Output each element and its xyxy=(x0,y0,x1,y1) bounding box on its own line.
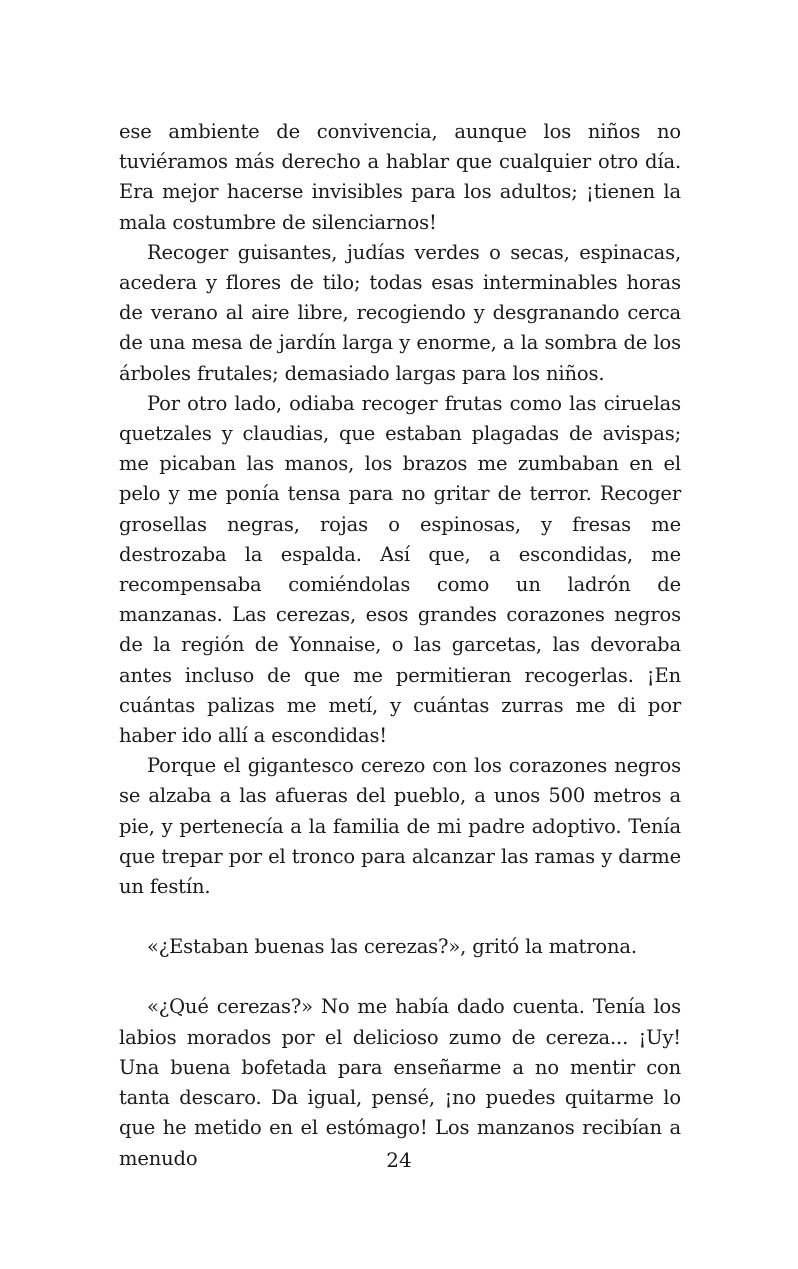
paragraph-6: «¿Qué cerezas?» No me había dado cuenta. Tenía los labios morados por el delicioso zumo de cereza... ¡Uy! Una buena bofetada para enseñarme a no mentir con tanta descaro. Da igual, pensé, ¡no puedes quitarme lo que he metido en el estómago! Los manzanos recibían a menudo xyxy=(119,995,681,1170)
page-number: 24 xyxy=(386,1148,412,1172)
body-text xyxy=(119,117,681,1174)
paragraph-2: Recoger guisantes, judías verdes o secas, espinacas, acedera y flores de tilo; todas esas interminables horas de verano al aire libre, recogiendo y desgranando cerca de una mesa de jardín larga y enorme, a la sombra de los árboles frutales; demasiado largas para los niños. xyxy=(119,240,681,385)
paragraph-5-dialogue: «¿Estaban buenas las cerezas?», gritó la matrona. xyxy=(147,935,637,959)
paragraph-4: Porque el gigantesco cerezo con los corazones negros se alzaba a las afueras del pueblo, a unos 500 metros a pie, y pertenecía a la familia de mi padre adoptivo. Tenía que trepar por el tronco para alcanzar las ramas y darme un festín. xyxy=(119,754,681,899)
paragraph-3: Por otro lado, odiaba recoger frutas como las ciruelas quetzales y claudias, que estaban plagadas de avispas; me picaban las manos, los brazos me zumbaban en el pelo y me ponía tensa para no gritar de terror. Recoger grosellas negras, rojas o espinosas, y fresas me destrozaba la espalda. Así que, a escondidas, me recompensaba comiéndolas como un ladrón de manzanas. Las cerezas, esos grandes corazones negros de la región de Yonnaise, o las garcetas, las devoraba antes incluso de que me permitieran recogerlas. ¡En cuántas palizas me metí, y cuántas zurras me di por haber ido allí a escondidas! xyxy=(119,391,681,748)
paragraph-1: ese ambiente de convivencia, aunque los niños no tuviéramos más derecho a hablar que cualquier otro día. Era mejor hacerse invisibles para los adultos; ¡tienen la mala costumbre de silenciarnos! xyxy=(119,120,681,234)
